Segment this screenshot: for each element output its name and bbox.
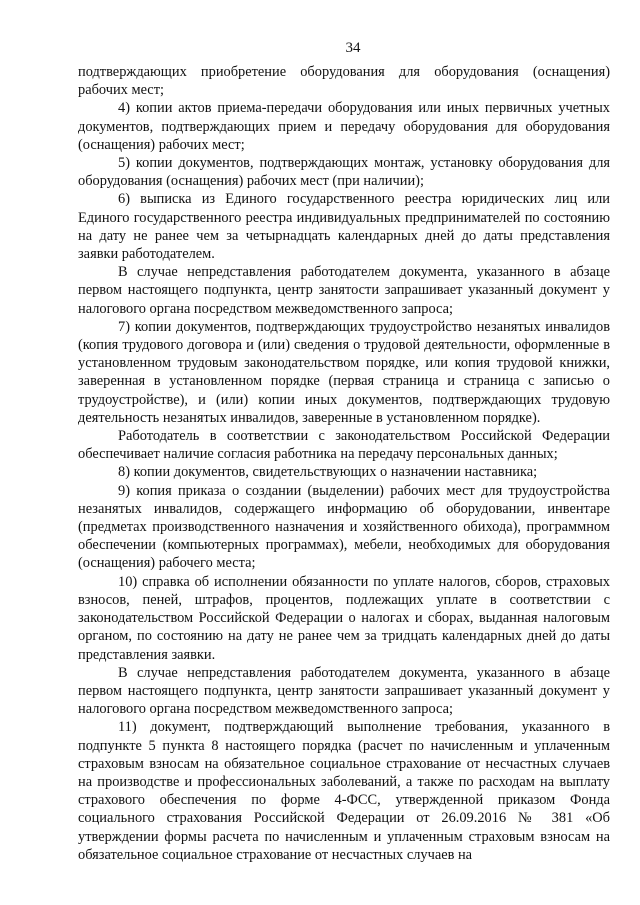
paragraph-continuation: подтверждающих приобретение оборудования для оборудования (оснащения) рабочих мест; [78,64,610,99]
paragraph-item-7-note: Работодатель в соответствии с законодательством Российской Федерации обеспечивает наличие согласия работника на передачу персональных данных; [78,428,610,463]
paragraph-item-10: 10) справка об исполнении обязанности по уплате налогов, сборов, страховых взносов, пеней, штрафов, процентов, подлежащих уплате в соответствии с законодательством Российской Федерации о налогах и сборах, выданная налоговым органом, по состоянию на дату не ранее чем за тридцать календарных дней до даты представления заявки. [78,573,610,663]
paragraph-item-4: 4) копии актов приема-передачи оборудования или иных первичных учетных документов, подтверждающих прием и передачу оборудования для оборудования (оснащения) рабочих мест; [78,100,610,153]
paragraph-item-10-note: В случае непредставления работодателем документа, указанного в абзаце первом настоящего подпункта, центр занятости запрашивает указанный документ у налогового органа посредством межведомственного запроса; [78,664,610,718]
paragraph-item-6-note: В случае непредставления работодателем документа, указанного в абзаце первом настоящего подпункта, центр занятости запрашивает указанный документ у налогового органа посредством межведомственного запроса; [78,264,610,317]
page-number: 34 [345,40,361,56]
paragraph-item-8: 8) копии документов, свидетельствующих о назначении наставника; [118,464,538,481]
paragraph-item-9: 9) копия приказа о создании (выделении) рабочих мест для трудоустройства незанятых инвалидов, содержащего информацию об оборудовании, инвентаре (предметах производственного назначения и хозяйственного обихода), программном обеспечении (компьютерных программах), мебели, необходимых для оборудования (оснащения) рабочего места; [78,482,610,572]
paragraph-item-7: 7) копии документов, подтверждающих трудоустройство незанятых инвалидов (копия трудового договора и (или) сведения о трудовой деятельности, оформленные в установленном трудовым законодательством порядке, или копия трудовой книжки, заверенная в установленном порядке (первая страница и страница с записью о трудоустройстве), и (или) копии иных документов, подтверждающих трудовую деятельность незанятых инвалидов, заверенные в установленном порядке). [78,318,610,426]
paragraph-item-5: 5) копии документов, подтверждающих монтаж, установку оборудования для оборудования (оснащения) рабочих мест (при наличии); [78,155,610,190]
paragraph-item-11: 11) документ, подтверждающий выполнение требования, указанного в подпункте 5 пункта 8 настоящего порядка (расчет по начисленным и уплаченным страховым взносам на обязательное социальное страхование от несчастных случаев на производстве и профессиональных заболеваний, а также по расходам на выплату страхового обеспечения по форме 4-ФСС, утвержденной приказом Фонда социального страхования Российской Федерации от 26.09.2016 № 381 «Об утверждении формы расчета по начисленным и уплаченным страховым взносам на обязательное социальное страхование от несчастных случаев на [78,719,610,863]
paragraph-item-6: 6) выписка из Единого государственного реестра юридических лиц или Единого государственного реестра индивидуальных предпринимателей по состоянию на дату не ранее чем за четырнадцать календарных дней до даты представления заявки работодателем. [78,191,610,263]
